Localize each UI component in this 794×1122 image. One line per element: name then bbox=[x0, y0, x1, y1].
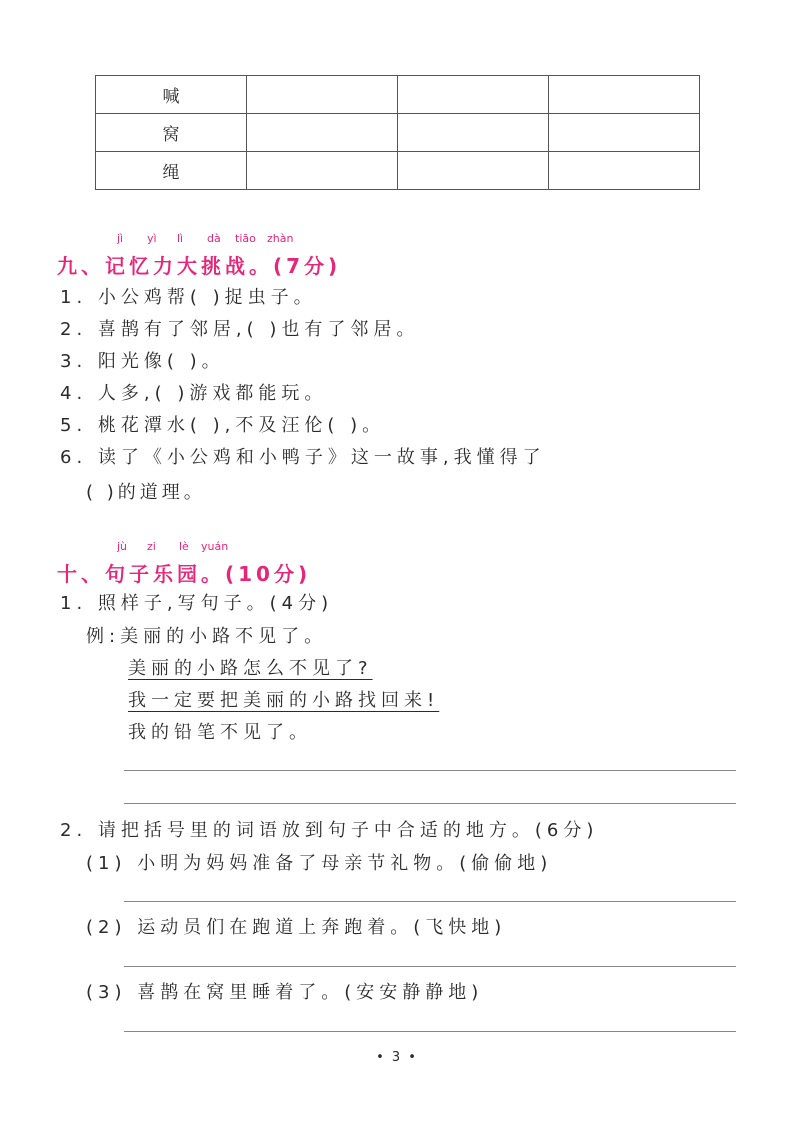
question-item: 2. 喜鹊有了邻居,( )也有了邻居。 bbox=[60, 319, 420, 340]
answer-cell[interactable] bbox=[398, 76, 549, 114]
question-item: 6. 读了《小公鸡和小鸭子》这一故事,我懂得了 bbox=[60, 447, 546, 468]
section-title: 十、句子乐园。(10分) bbox=[57, 562, 312, 586]
pinyin: yì bbox=[147, 232, 157, 245]
example-sentence: 我一定要把美丽的小路找回来! bbox=[128, 690, 440, 711]
answer-line[interactable] bbox=[124, 901, 736, 902]
question-item: 5. 桃花潭水( ),不及汪伦( )。 bbox=[60, 415, 386, 436]
question-prompt: 1. 照样子,写句子。(4分) bbox=[60, 593, 334, 614]
pinyin: lè bbox=[179, 540, 189, 553]
table-row bbox=[96, 114, 700, 152]
pinyin: yuán bbox=[201, 540, 229, 553]
answer-line[interactable] bbox=[124, 966, 736, 967]
question-item: (1) 小明为妈妈准备了母亲节礼物。(偷偷地) bbox=[86, 853, 553, 874]
section-10-header bbox=[57, 540, 457, 584]
table-row bbox=[96, 152, 700, 190]
question-item: (3) 喜鹊在窝里睡着了。(安安静静地) bbox=[86, 982, 484, 1003]
answer-cell[interactable] bbox=[247, 152, 398, 190]
table-row bbox=[96, 76, 700, 114]
section-9-header bbox=[57, 232, 457, 276]
pinyin: jù bbox=[117, 540, 128, 553]
pinyin: tiāo bbox=[235, 232, 256, 245]
table-cell: 喊 bbox=[96, 76, 247, 114]
pinyin: jì bbox=[117, 232, 124, 245]
question-prompt: 2. 请把括号里的词语放到句子中合适的地方。(6分) bbox=[60, 820, 599, 841]
question-item: 3. 阳光像( )。 bbox=[60, 351, 225, 372]
question-item: 4. 人多,( )游戏都能玩。 bbox=[60, 383, 328, 404]
example-sentence: 美丽的小路怎么不见了? bbox=[128, 658, 373, 679]
pinyin: zhàn bbox=[267, 232, 294, 245]
section-title: 九、记忆力大挑战。(7分) bbox=[57, 254, 342, 278]
character-table bbox=[95, 75, 700, 190]
table-cell: 绳 bbox=[96, 152, 247, 190]
answer-cell[interactable] bbox=[549, 152, 700, 190]
table-cell: 窝 bbox=[96, 114, 247, 152]
question-item: ( )的道理。 bbox=[86, 482, 206, 503]
task-sentence: 我的铅笔不见了。 bbox=[128, 722, 312, 743]
question-item: (2) 运动员们在跑道上奔跑着。(飞快地) bbox=[86, 917, 507, 938]
example-label: 例:美丽的小路不见了。 bbox=[86, 626, 328, 647]
answer-cell[interactable] bbox=[247, 76, 398, 114]
answer-cell[interactable] bbox=[549, 76, 700, 114]
pinyin: lì bbox=[177, 232, 184, 245]
answer-line[interactable] bbox=[124, 803, 736, 804]
answer-cell[interactable] bbox=[247, 114, 398, 152]
answer-cell[interactable] bbox=[398, 152, 549, 190]
question-item: 1. 小公鸡帮( )捉虫子。 bbox=[60, 287, 317, 308]
answer-line[interactable] bbox=[124, 770, 736, 771]
page-number: • 3 • bbox=[376, 1050, 418, 1065]
pinyin: zi bbox=[147, 540, 156, 553]
answer-line[interactable] bbox=[124, 1031, 736, 1032]
answer-cell[interactable] bbox=[398, 114, 549, 152]
answer-cell[interactable] bbox=[549, 114, 700, 152]
pinyin: dà bbox=[207, 232, 221, 245]
